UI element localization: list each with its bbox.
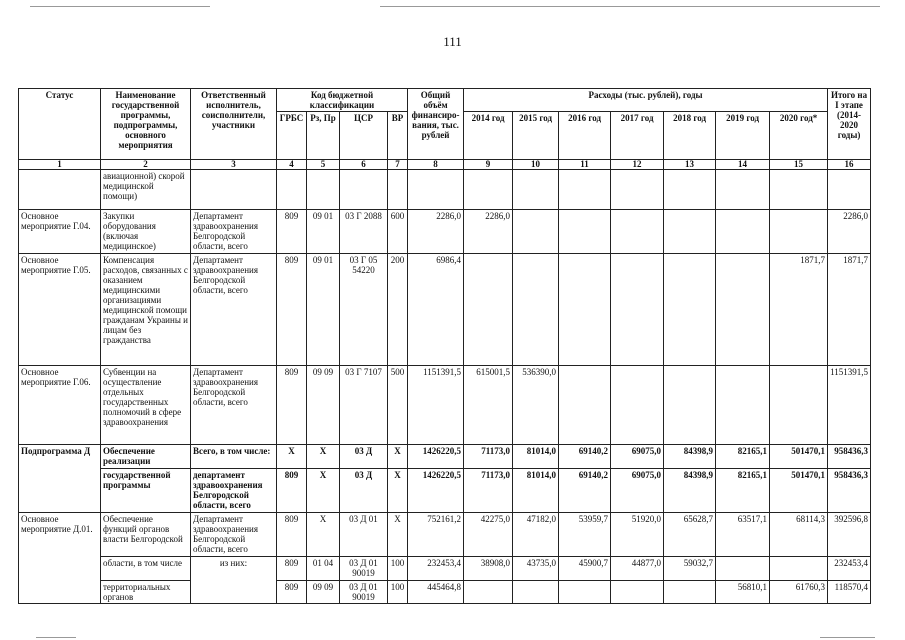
header-name: Наименование государственной программы, подпрограммы, основного мероприятия [101,89,191,160]
status-cell: Основное мероприятие Д.01. [19,513,101,604]
y2016-cell: 69140,2 [559,445,611,469]
bottom-rule-right [820,637,875,638]
y2015-cell: 81014,0 [513,445,559,469]
stage-total-cell: 232453,4 [828,557,871,581]
y2017-cell: 44877,0 [611,557,664,581]
executor-cell: департамент здравоохранения Белгородской области, всего [191,469,277,513]
csr-cell: 03 Г 05 54220 [340,254,388,366]
y2016-cell: 69140,2 [559,469,611,513]
stage-total-cell: 958436,3 [828,445,871,469]
y2020-cell: 68114,3 [770,513,828,557]
stage-total-cell: 958436,3 [828,469,871,513]
header-2018: 2018 год [664,112,716,160]
col-num: 15 [770,160,828,170]
y2018-cell: 65628,7 [664,513,716,557]
col-num: 12 [611,160,664,170]
y2020-cell: 501470,1 [770,445,828,469]
grbs-cell: 809 [277,469,307,513]
name-cell: территориальных органов [101,581,191,604]
status-cell: Подпрограмма Д [19,445,101,513]
grbs-cell: 809 [277,581,307,604]
header-rzpr: Рз, Пр [307,112,340,160]
header-2017: 2017 год [611,112,664,160]
table-row [19,254,871,366]
name-cell: государственной программы [101,469,191,513]
header-expenses: Расходы (тыс. рублей), годы [464,89,828,112]
col-num: 13 [664,160,716,170]
stage-total-cell: 2286,0 [828,210,871,254]
csr-cell: 03 Д [340,445,388,469]
status-cell: Основное мероприятие Г.06. [19,366,101,445]
y2014-cell: 42275,0 [464,513,513,557]
header-vr: ВР [388,112,408,160]
col-num: 11 [559,160,611,170]
stage-total-cell: 1871,7 [828,254,871,366]
y2015-cell: 43735,0 [513,557,559,581]
col-num: 9 [464,160,513,170]
name-cell: Обеспечение функций органов власти Белгородской [101,513,191,557]
rzpr-cell: Х [307,445,340,469]
status-cell [19,170,101,210]
col-num: 8 [408,160,464,170]
vr-cell: 500 [388,366,408,445]
vr-cell: Х [388,445,408,469]
header-budget-code: Код бюджетной классификации [277,89,408,112]
col-num: 7 [388,160,408,170]
executor-cell: Департамент здравоохранения Белгородской области, всего [191,366,277,445]
col-num: 16 [828,160,871,170]
y2018-cell: 59032,7 [664,557,716,581]
y2014-cell: 71173,0 [464,469,513,513]
name-cell: области, в том числе [101,557,191,581]
grbs-cell: 809 [277,513,307,557]
header-stage-total: Итого на I этапе (2014-2020 годы) [828,89,871,160]
y2016-cell: 45900,7 [559,557,611,581]
vr-cell: Х [388,469,408,513]
header-2015: 2015 год [513,112,559,160]
header-csr: ЦСР [340,112,388,160]
grbs-cell: 809 [277,557,307,581]
vr-cell: 600 [388,210,408,254]
table-row [19,557,871,581]
vr-cell: 200 [388,254,408,366]
page-number: 111 [443,34,462,49]
status-cell: Основное мероприятие Г.05. [19,254,101,366]
table-row [19,469,871,513]
table-row [19,581,871,604]
y2014-cell: 38908,0 [464,557,513,581]
y2019-cell: 82165,1 [716,445,770,469]
status-cell: Основное мероприятие Г.04. [19,210,101,254]
rzpr-cell: 09 09 [307,581,340,604]
col-num: 4 [277,160,307,170]
executor-cell: Департамент здравоохранения Белгородской области, всего [191,210,277,254]
table-row [19,445,871,469]
y2017-cell: 69075,0 [611,469,664,513]
total-cell: 6986,4 [408,254,464,366]
grbs-cell: 809 [277,366,307,445]
csr-cell: 03 Г 7107 [340,366,388,445]
bottom-rule-left [36,637,76,638]
total-cell: 1151391,5 [408,366,464,445]
y2015-cell: 81014,0 [513,469,559,513]
total-cell: 2286,0 [408,210,464,254]
col-num: 1 [19,160,101,170]
header-grbs: ГРБС [277,112,307,160]
rzpr-cell: 09 09 [307,366,340,445]
y2017-cell: 51920,0 [611,513,664,557]
y2014-cell: 2286,0 [464,210,513,254]
column-number-row [19,160,871,170]
header-executor: Ответственный исполнитель, соисполнители, участники [191,89,277,160]
vr-cell: 100 [388,557,408,581]
col-num: 2 [101,160,191,170]
total-cell: 752161,2 [408,513,464,557]
rzpr-cell: 09 01 [307,210,340,254]
col-num: 5 [307,160,340,170]
name-cell: Субвенции на осуществление отдельных государственных полномочий в сфере здравоохранения [101,366,191,445]
y2014-cell: 615001,5 [464,366,513,445]
header-status: Статус [19,89,101,160]
csr-cell: 03 Д 01 90019 [340,581,388,604]
name-cell: Обеспечение реализации [101,445,191,469]
stage-total-cell: 392596,8 [828,513,871,557]
y2020-cell: 61760,3 [770,581,828,604]
y2019-cell: 82165,1 [716,469,770,513]
header-2020: 2020 год* [770,112,828,160]
y2020-cell: 501470,1 [770,469,828,513]
col-num: 6 [340,160,388,170]
csr-cell: 03 Д [340,469,388,513]
csr-cell: 03 Д 01 [340,513,388,557]
rzpr-cell: 09 01 [307,254,340,366]
y2017-cell: 69075,0 [611,445,664,469]
total-cell: 445464,8 [408,581,464,604]
budget-table [18,88,871,604]
col-num: 10 [513,160,559,170]
name-cell: Закупки оборудования (включая медицинское) [101,210,191,254]
csr-cell: 03 Г 2088 [340,210,388,254]
rzpr-cell: Х [307,469,340,513]
stage-total-cell: 1151391,5 [828,366,871,445]
table-row [19,366,871,445]
table-row [19,513,871,557]
y2018-cell: 84398,9 [664,445,716,469]
header-2014: 2014 год [464,112,513,160]
name-cell: авиационной) скорой медицинской помощи) [101,170,191,210]
total-cell: 232453,4 [408,557,464,581]
y2016-cell: 53959,7 [559,513,611,557]
grbs-cell: Х [277,445,307,469]
header-2016: 2016 год [559,112,611,160]
executor-cell: Всего, в том числе: [191,445,277,469]
table-row [19,210,871,254]
table-row [19,170,871,210]
grbs-cell: 809 [277,254,307,366]
total-cell: 1426220,5 [408,469,464,513]
y2018-cell: 84398,9 [664,469,716,513]
executor-cell: Департамент здравоохранения Белгородской области, всего [191,513,277,557]
y2019-cell: 63517,1 [716,513,770,557]
col-num: 14 [716,160,770,170]
rzpr-cell: 01 04 [307,557,340,581]
grbs-cell: 809 [277,210,307,254]
y2019-cell: 56810,1 [716,581,770,604]
y2015-cell: 536390,0 [513,366,559,445]
col-num: 3 [191,160,277,170]
y2014-cell: 71173,0 [464,445,513,469]
total-cell: 1426220,5 [408,445,464,469]
executor-cell: Департамент здравоохранения Белгородской области, всего [191,254,277,366]
stage-total-cell: 118570,4 [828,581,871,604]
header-2019: 2019 год [716,112,770,160]
executor-cell: из них: [191,557,277,604]
top-rule-left [30,6,210,7]
top-rule-right [380,6,880,7]
vr-cell: 100 [388,581,408,604]
header-total: Общий объём финансиро-вания, тыс. рублей [408,89,464,160]
y2015-cell: 47182,0 [513,513,559,557]
rzpr-cell: Х [307,513,340,557]
name-cell: Компенсация расходов, связанных с оказанием медицинскими организациями медицинской помощи гражданам Украины и лицам без гражданства [101,254,191,366]
csr-cell: 03 Д 01 90019 [340,557,388,581]
vr-cell: Х [388,513,408,557]
y2020-cell: 1871,7 [770,254,828,366]
